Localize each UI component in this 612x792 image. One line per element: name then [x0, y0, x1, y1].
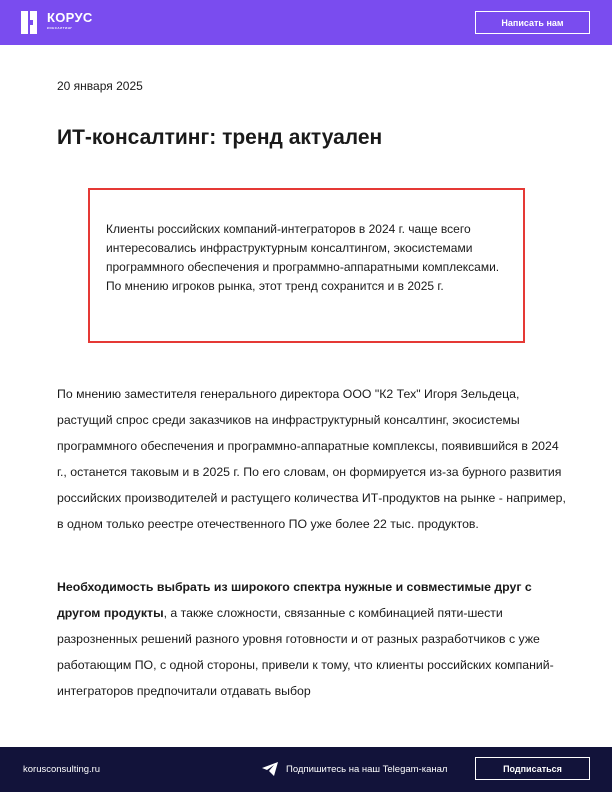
- logo-icon: [21, 11, 43, 34]
- paragraph-bold-text: Необходимость выбрать из широкого спектра нужные и совместимые друг с другом продукты: [57, 580, 532, 620]
- contact-us-button[interactable]: Написать нам: [475, 11, 590, 34]
- logo-text: КОРУС: [47, 10, 93, 25]
- header: [0, 0, 612, 45]
- lead-highlight-box: [88, 188, 525, 343]
- article-title: ИТ-консалтинг: тренд актуален: [57, 126, 383, 149]
- paragraph-text: , а также сложности, связанные с комбинацией пяти-шести разрозненных решений разного уровня готовности и от разных разработчиков с уже работающим ПО, с одной стороны, привели к тому, что клиенты российских компаний-интеграторов предпочитали отдавать выбор: [57, 606, 554, 698]
- site-link[interactable]: korusconsulting.ru: [23, 764, 101, 775]
- telegram-icon: [262, 762, 278, 776]
- article-paragraph: [57, 574, 567, 704]
- article-paragraph: По мнению заместителя генерального директора ООО "К2 Тех" Игоря Зельдеца, растущий спрос среди заказчиков на инфраструктурный консалтинг, экосистемы программного обеспечения и программно-аппаратные комплексы, появившийся в 2024 г., останется таковым и в 2025 г. По его словам, он формируется из-за бурного развития российских производителей и растущего количества ИТ-продуктов на рынке - например, в одном только реестре отечественного ПО уже более 22 тыс. продуктов.: [57, 387, 566, 531]
- lead-text: Клиенты российских компаний-интеграторов в 2024 г. чаще всего интересовались инфраструктурным консалтингом, экосистемами программного обеспечения и программно-аппаратными комплексами. По мнению игроков рынка, этот тренд сохранится и в 2025 г.: [106, 222, 500, 293]
- telegram-text: Подпишитесь на наш Telegam-канал: [286, 764, 448, 775]
- subscribe-button[interactable]: Подписаться: [475, 757, 590, 780]
- logo-subtext: КОНСАЛТИНГ: [47, 26, 73, 30]
- logo[interactable]: [21, 11, 93, 34]
- article-date: 20 января 2025: [57, 79, 143, 93]
- footer: [0, 747, 612, 792]
